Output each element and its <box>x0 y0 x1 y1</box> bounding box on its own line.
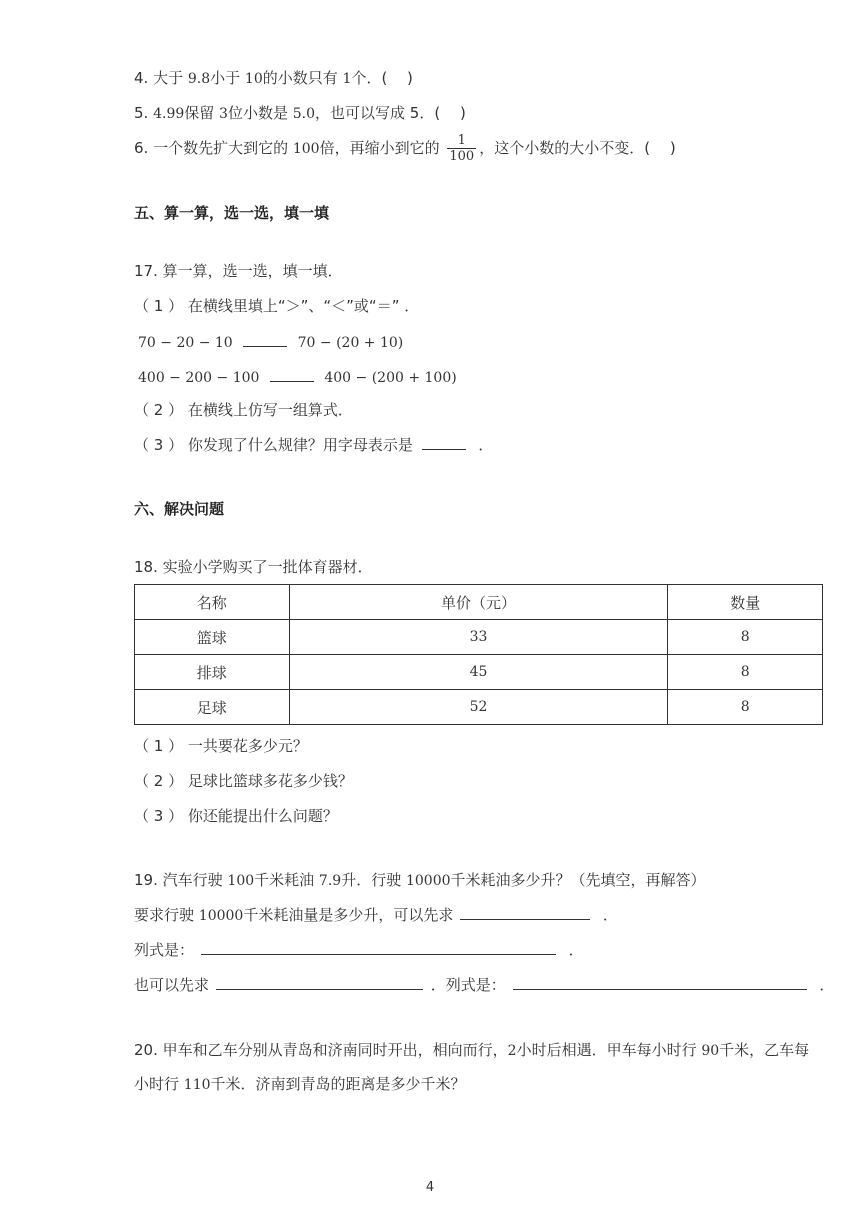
fraction: $\frac{1}{100}$ <box>449 133 475 164</box>
table-row <box>135 655 823 690</box>
answer-blank[interactable] <box>460 905 590 920</box>
answer-blank[interactable] <box>216 975 423 990</box>
table-header: 名称 <box>135 585 290 620</box>
question-17-title: 17. 算一算，选一选，填一填． <box>134 262 343 280</box>
answer-blank[interactable] <box>513 975 807 990</box>
section-heading-6: 六、解决问题 <box>134 500 225 518</box>
question-20-line-2: 小时行 110千米．济南到青岛的距离是多少千米？ <box>134 1075 466 1093</box>
table-cell: 45 <box>289 655 668 690</box>
table-header-row <box>135 585 823 620</box>
table-cell: 52 <box>289 690 668 725</box>
table-row <box>135 620 823 655</box>
question-19-line-1: 要求行驶 10000千米耗油量是多少升，可以先求 ． <box>134 906 618 924</box>
expression-row-2: 400 − 200 − 100 400 − (200 + 100) <box>138 367 457 388</box>
table-header: 单价（元） <box>289 585 668 620</box>
table-cell: 33 <box>289 620 668 655</box>
question-18-part-2: （ 2 ） 足球比篮球多花多少钱？ <box>134 772 353 790</box>
question-19-title: 19. 汽车行驶 100千米耗油 7.9升．行驶 10000千米耗油多少升？（先填空，再解答） <box>134 871 706 889</box>
section-heading-5: 五、算一算，选一选，填一填 <box>134 204 330 222</box>
table-cell: 8 <box>668 690 823 725</box>
judge-item-5: 5. 4.99保留 3位小数是 5.0，也可以写成 5．( ) <box>134 104 466 122</box>
answer-blank[interactable] <box>422 435 466 450</box>
table-cell: 排球 <box>135 655 290 690</box>
question-18-part-1: （ 1 ） 一共要花多少元？ <box>134 737 308 755</box>
question-17-part-3: （ 3 ） 你发现了什么规律？用字母表示是 ． <box>134 436 494 454</box>
table-cell: 8 <box>668 655 823 690</box>
table-cell: 8 <box>668 620 823 655</box>
answer-blank[interactable] <box>243 332 287 347</box>
table-row <box>135 690 823 725</box>
page-number: 4 <box>425 1180 435 1195</box>
expression-row-1: 70 − 20 − 10 70 − (20 + 10) <box>138 332 403 353</box>
equipment-table <box>134 584 823 725</box>
answer-blank[interactable] <box>270 367 314 382</box>
question-17-part-2: （ 2 ） 在横线上仿写一组算式． <box>134 401 353 419</box>
judge-item-4: 4. 大于 9.8小于 10的小数只有 1个．( ) <box>134 69 413 87</box>
question-19-line-2: 列式是： ． <box>134 941 584 959</box>
table-header: 数量 <box>668 585 823 620</box>
judge-item-6: 6. 一个数先扩大到它的 100倍，再缩小到它的 $\frac{1}{100}$ ，这个小数的大小不变．( ) <box>134 133 676 164</box>
question-18-part-3: （ 3 ） 你还能提出什么问题？ <box>134 807 338 825</box>
table-cell: 足球 <box>135 690 290 725</box>
question-17-part-1: （ 1 ） 在横线里填上“＞”、“＜”或“＝” ． <box>134 297 420 315</box>
question-19-line-3: 也可以先求 ．列式是： ． <box>134 976 835 994</box>
table-cell: 篮球 <box>135 620 290 655</box>
question-20-line-1: 20. 甲车和乙车分别从青岛和济南同时开出，相向而行，2小时后相遇．甲车每小时行 90千米，乙车每 <box>134 1041 810 1059</box>
question-18-title: 18. 实验小学购买了一批体育器材． <box>134 558 373 576</box>
answer-blank[interactable] <box>201 940 556 955</box>
